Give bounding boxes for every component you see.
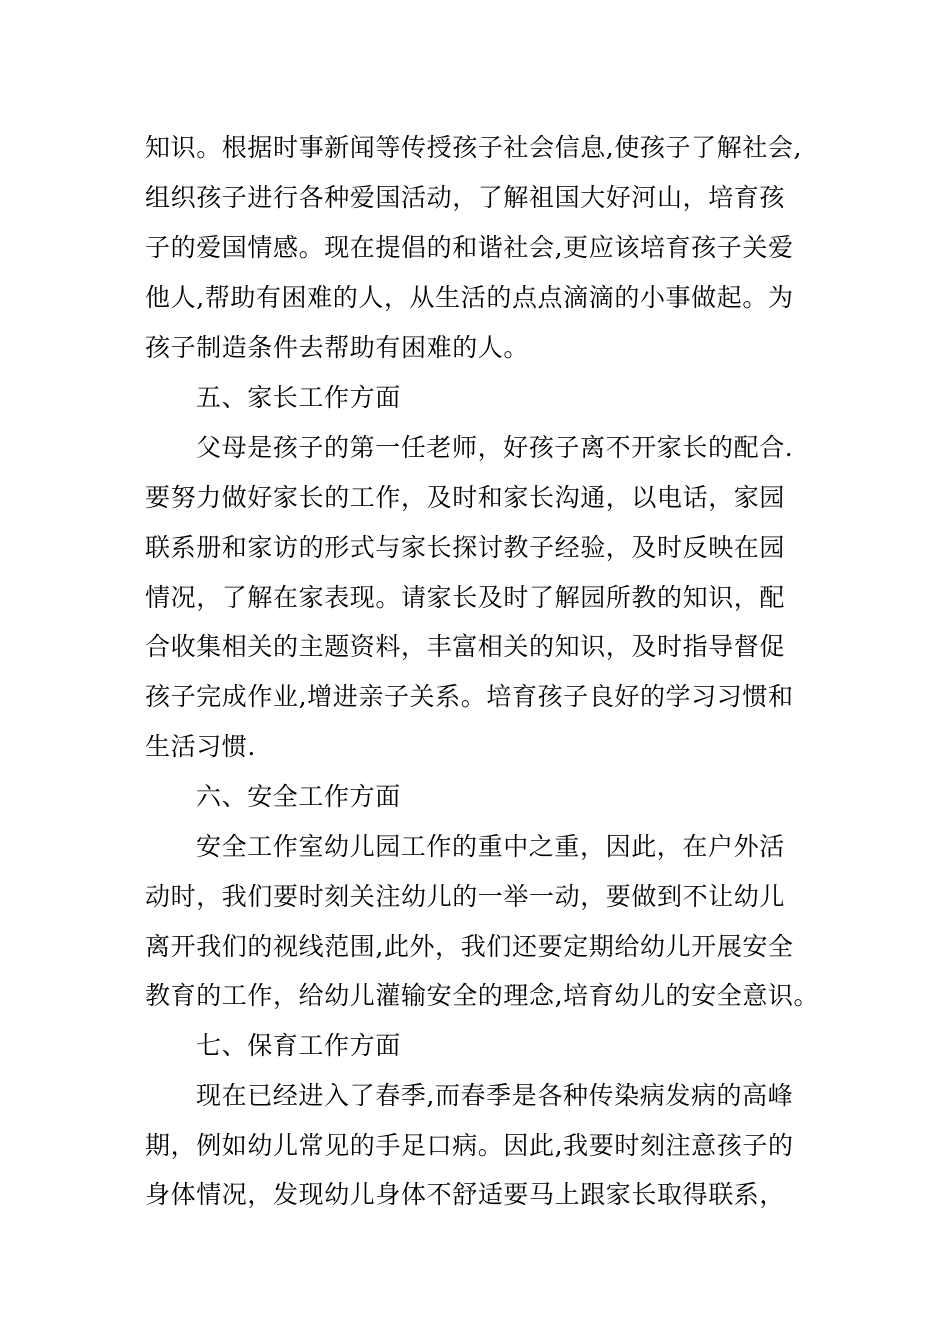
paragraph-line: 期，例如幼儿常见的手足口病。因此,我要时刻注意孩子的 xyxy=(145,1131,794,1160)
paragraph-line: 离开我们的视线范围,此外，我们还要定期给幼儿开展安全 xyxy=(145,932,794,961)
paragraph-line: 子的爱国情感。现在提倡的和谐社会,更应该培育孩子关爱 xyxy=(145,233,794,262)
paragraph-line: 孩子完成作业,增进亲子关系。培育孩子良好的学习习惯和 xyxy=(145,682,794,711)
section-heading-care: 七、保育工作方面 xyxy=(196,1031,401,1060)
paragraph-line: 教育的工作，给幼儿灌输安全的理念,培育幼儿的安全意识。 xyxy=(145,981,820,1010)
paragraph-line: 他人,帮助有困难的人，从生活的点点滴滴的小事做起。为 xyxy=(145,283,794,312)
paragraph-line: 动时，我们要时刻关注幼儿的一举一动，要做到不让幼儿 xyxy=(145,882,786,911)
paragraph-line: 生活习惯. xyxy=(145,732,256,761)
section-heading-parents: 五、家长工作方面 xyxy=(196,383,401,412)
paragraph-line: 知识。根据时事新闻等传授孩子社会信息,使孩子了解社会, xyxy=(145,133,803,162)
paragraph-line: 孩子制造条件去帮助有困难的人。 xyxy=(145,333,530,362)
paragraph-line: 要努力做好家长的工作，及时和家长沟通，以电话，家园 xyxy=(145,483,786,512)
paragraph-line: 安全工作室幼儿园工作的重中之重，因此，在户外活 xyxy=(196,832,785,861)
paragraph-line: 情况，了解在家表现。请家长及时了解园所教的知识，配 xyxy=(145,583,786,612)
section-heading-safety: 六、安全工作方面 xyxy=(196,782,401,811)
paragraph-line: 身体情况，发现幼儿身体不舒适要马上跟家长取得联系， xyxy=(145,1180,786,1209)
paragraph-line: 联系册和家访的形式与家长探讨教子经验，及时反映在园 xyxy=(145,533,786,562)
paragraph-line: 合收集相关的主题资料，丰富相关的知识，及时指导督促 xyxy=(145,632,786,661)
paragraph-line: 组织孩子进行各种爱国活动，了解祖国大好河山，培育孩 xyxy=(145,183,786,212)
paragraph-line: 父母是孩子的第一任老师，好孩子离不开家长的配合. xyxy=(196,433,794,462)
paragraph-line: 现在已经进入了春季,而春季是各种传染病发病的高峰 xyxy=(196,1081,794,1110)
